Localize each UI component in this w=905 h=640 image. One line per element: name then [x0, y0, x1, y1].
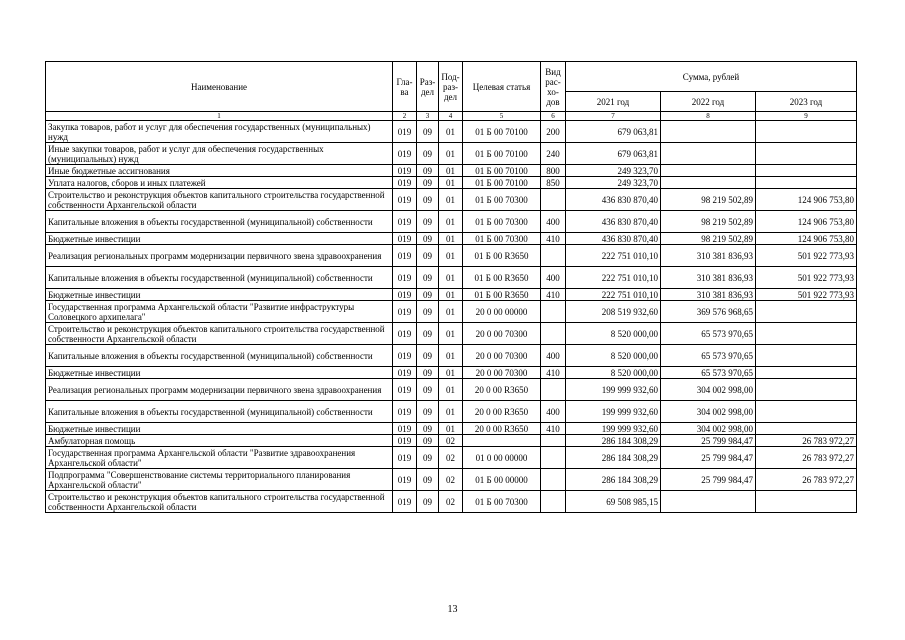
- row-razdel: 09: [417, 143, 439, 165]
- row-glava: 019: [393, 165, 417, 177]
- row-amount-2022: [661, 491, 756, 513]
- table-row: [46, 245, 857, 267]
- table-row: [46, 379, 857, 401]
- row-amount-2023: [756, 379, 857, 401]
- row-glava: 019: [393, 323, 417, 345]
- row-amount-2021: 222 751 010,10: [566, 267, 661, 289]
- table-row: [46, 469, 857, 491]
- row-razdel: 09: [417, 323, 439, 345]
- row-amount-2023: 124 906 753,80: [756, 233, 857, 245]
- row-podrazdel: 01: [439, 401, 463, 423]
- header-summa: Сумма, рублей: [566, 62, 857, 92]
- row-name: Бюджетные инвестиции: [46, 367, 393, 379]
- row-amount-2022: 304 002 998,00: [661, 423, 756, 435]
- table-row: [46, 301, 857, 323]
- row-amount-2022: 310 381 836,93: [661, 245, 756, 267]
- column-number: 8: [661, 112, 756, 121]
- row-glava: 019: [393, 401, 417, 423]
- table-row: [46, 491, 857, 513]
- row-amount-2023: 124 906 753,80: [756, 189, 857, 211]
- row-amount-2023: [756, 301, 857, 323]
- row-name: Строительство и реконструкция объектов капитального строительства государственной собственности Архангельской области: [46, 323, 393, 345]
- row-celevaya: 20 0 00 R3650: [463, 379, 541, 401]
- row-vid: 240: [541, 143, 566, 165]
- row-amount-2022: 65 573 970,65: [661, 323, 756, 345]
- table-row: [46, 401, 857, 423]
- row-vid: [541, 323, 566, 345]
- row-razdel: 09: [417, 301, 439, 323]
- row-glava: 019: [393, 469, 417, 491]
- row-amount-2021: 8 520 000,00: [566, 323, 661, 345]
- table-row: [46, 233, 857, 245]
- row-vid: 400: [541, 401, 566, 423]
- column-number: 4: [439, 112, 463, 121]
- row-podrazdel: 01: [439, 289, 463, 301]
- budget-table: [45, 61, 857, 513]
- row-glava: 019: [393, 301, 417, 323]
- table-row: [46, 323, 857, 345]
- row-amount-2021: 286 184 308,29: [566, 469, 661, 491]
- row-podrazdel: 01: [439, 323, 463, 345]
- table-row: [46, 165, 857, 177]
- row-amount-2023: [756, 345, 857, 367]
- row-celevaya: 01 0 00 00000: [463, 447, 541, 469]
- table-row: [46, 143, 857, 165]
- row-razdel: 09: [417, 267, 439, 289]
- row-amount-2022: [661, 165, 756, 177]
- row-podrazdel: 01: [439, 367, 463, 379]
- row-celevaya: 01 Б 00 70100: [463, 143, 541, 165]
- row-amount-2021: 249 323,70: [566, 177, 661, 189]
- row-amount-2023: [756, 177, 857, 189]
- row-celevaya: 01 Б 00 70100: [463, 177, 541, 189]
- row-celevaya: 20 0 00 00000: [463, 301, 541, 323]
- row-vid: 410: [541, 367, 566, 379]
- row-amount-2021: 8 520 000,00: [566, 345, 661, 367]
- row-amount-2023: [756, 143, 857, 165]
- row-amount-2023: [756, 367, 857, 379]
- row-amount-2021: 208 519 932,60: [566, 301, 661, 323]
- row-podrazdel: 01: [439, 267, 463, 289]
- row-podrazdel: 02: [439, 469, 463, 491]
- column-number: 2: [393, 112, 417, 121]
- row-podrazdel: 01: [439, 301, 463, 323]
- row-celevaya: 01 Б 00 70100: [463, 165, 541, 177]
- row-name: Подпрограмма "Совершенствование системы территориального планирования Архангельской области": [46, 469, 393, 491]
- row-amount-2021: 69 508 985,15: [566, 491, 661, 513]
- row-name: Закупка товаров, работ и услуг для обеспечения государственных (муниципальных) нужд: [46, 121, 393, 143]
- row-glava: 019: [393, 189, 417, 211]
- row-name: Строительство и реконструкция объектов капитального строительства государственной собственности Архангельской области: [46, 491, 393, 513]
- row-amount-2021: 199 999 932,60: [566, 379, 661, 401]
- row-vid: [541, 379, 566, 401]
- row-amount-2021: 199 999 932,60: [566, 423, 661, 435]
- table-row: [46, 121, 857, 143]
- row-amount-2023: 26 783 972,27: [756, 469, 857, 491]
- row-amount-2021: 249 323,70: [566, 165, 661, 177]
- row-amount-2021: 222 751 010,10: [566, 289, 661, 301]
- row-vid: [541, 189, 566, 211]
- row-glava: 019: [393, 245, 417, 267]
- table-row: [46, 177, 857, 189]
- row-vid: 410: [541, 289, 566, 301]
- row-glava: 019: [393, 379, 417, 401]
- row-amount-2023: 501 922 773,93: [756, 267, 857, 289]
- row-celevaya: 01 Б 00 R3650: [463, 245, 541, 267]
- row-podrazdel: 01: [439, 165, 463, 177]
- row-razdel: 09: [417, 379, 439, 401]
- row-name: Государственная программа Архангельской области "Развитие здравоохранения Архангельской области": [46, 447, 393, 469]
- row-razdel: 09: [417, 447, 439, 469]
- row-podrazdel: 02: [439, 447, 463, 469]
- row-name: Капитальные вложения в объекты государственной (муниципальной) собственности: [46, 267, 393, 289]
- row-name: Капитальные вложения в объекты государственной (муниципальной) собственности: [46, 211, 393, 233]
- row-vid: [541, 447, 566, 469]
- row-amount-2022: 98 219 502,89: [661, 189, 756, 211]
- row-vid: 410: [541, 423, 566, 435]
- row-amount-2023: [756, 323, 857, 345]
- row-glava: 019: [393, 211, 417, 233]
- row-name: Иные бюджетные ассигнования: [46, 165, 393, 177]
- row-glava: 019: [393, 367, 417, 379]
- row-podrazdel: 02: [439, 435, 463, 447]
- row-amount-2022: 65 573 970,65: [661, 367, 756, 379]
- row-vid: [541, 491, 566, 513]
- column-number: 7: [566, 112, 661, 121]
- table-row: [46, 189, 857, 211]
- row-podrazdel: 01: [439, 345, 463, 367]
- row-glava: 019: [393, 233, 417, 245]
- row-podrazdel: 01: [439, 423, 463, 435]
- row-name: Государственная программа Архангельской области "Развитие инфраструктуры Соловецкого архипелага": [46, 301, 393, 323]
- header-podrazdel: Под-раз-дел: [439, 62, 463, 112]
- column-number-row: [46, 112, 857, 121]
- row-vid: 400: [541, 267, 566, 289]
- row-amount-2021: 286 184 308,29: [566, 447, 661, 469]
- row-amount-2023: 26 783 972,27: [756, 447, 857, 469]
- row-podrazdel: 01: [439, 379, 463, 401]
- row-amount-2022: 25 799 984,47: [661, 469, 756, 491]
- row-name: Реализация региональных программ модернизации первичного звена здравоохранения: [46, 245, 393, 267]
- row-podrazdel: 01: [439, 121, 463, 143]
- row-amount-2021: 222 751 010,10: [566, 245, 661, 267]
- row-glava: 019: [393, 267, 417, 289]
- row-name: Бюджетные инвестиции: [46, 423, 393, 435]
- header-name: Наименование: [46, 62, 393, 112]
- row-celevaya: 01 Б 00 R3650: [463, 289, 541, 301]
- row-celevaya: 01 Б 00 70300: [463, 211, 541, 233]
- row-glava: 019: [393, 143, 417, 165]
- table-row: [46, 367, 857, 379]
- table-row: [46, 289, 857, 301]
- row-name: Реализация региональных программ модернизации первичного звена здравоохранения: [46, 379, 393, 401]
- row-razdel: 09: [417, 469, 439, 491]
- row-vid: [541, 469, 566, 491]
- row-celevaya: 01 Б 00 R3650: [463, 267, 541, 289]
- column-number: 3: [417, 112, 439, 121]
- row-name: Строительство и реконструкция объектов капитального строительства государственной собственности Архангельской области: [46, 189, 393, 211]
- row-amount-2023: 124 906 753,80: [756, 211, 857, 233]
- row-name: Иные закупки товаров, работ и услуг для обеспечения государственных (муниципальных) нужд: [46, 143, 393, 165]
- row-amount-2021: 679 063,81: [566, 143, 661, 165]
- table-row: [46, 345, 857, 367]
- row-amount-2023: 501 922 773,93: [756, 245, 857, 267]
- row-amount-2023: [756, 121, 857, 143]
- row-glava: 019: [393, 435, 417, 447]
- row-name: Амбулаторная помощь: [46, 435, 393, 447]
- row-celevaya: 20 0 00 70300: [463, 367, 541, 379]
- row-razdel: 09: [417, 401, 439, 423]
- table-row: [46, 211, 857, 233]
- row-celevaya: 20 0 00 70300: [463, 345, 541, 367]
- row-glava: 019: [393, 447, 417, 469]
- row-celevaya: 01 Б 00 70300: [463, 491, 541, 513]
- row-glava: 019: [393, 423, 417, 435]
- row-amount-2022: 304 002 998,00: [661, 401, 756, 423]
- row-glava: 019: [393, 289, 417, 301]
- column-number: 6: [541, 112, 566, 121]
- row-name: Уплата налогов, сборов и иных платежей: [46, 177, 393, 189]
- row-razdel: 09: [417, 233, 439, 245]
- table-row: [46, 447, 857, 469]
- row-amount-2022: [661, 121, 756, 143]
- row-razdel: 09: [417, 289, 439, 301]
- row-name: Бюджетные инвестиции: [46, 233, 393, 245]
- row-amount-2022: 25 799 984,47: [661, 435, 756, 447]
- header-vid: Вид рас-хо-дов: [541, 62, 566, 112]
- row-amount-2023: [756, 165, 857, 177]
- table-row: [46, 267, 857, 289]
- column-number: 9: [756, 112, 857, 121]
- row-podrazdel: 01: [439, 189, 463, 211]
- row-amount-2021: 436 830 870,40: [566, 211, 661, 233]
- row-podrazdel: 01: [439, 177, 463, 189]
- row-amount-2022: 304 002 998,00: [661, 379, 756, 401]
- row-amount-2021: 436 830 870,40: [566, 233, 661, 245]
- row-amount-2021: 679 063,81: [566, 121, 661, 143]
- row-amount-2022: 310 381 836,93: [661, 289, 756, 301]
- row-razdel: 09: [417, 491, 439, 513]
- row-amount-2021: 199 999 932,60: [566, 401, 661, 423]
- row-amount-2021: 286 184 308,29: [566, 435, 661, 447]
- row-glava: 019: [393, 345, 417, 367]
- row-amount-2023: 26 783 972,27: [756, 435, 857, 447]
- row-podrazdel: 01: [439, 211, 463, 233]
- row-amount-2022: [661, 143, 756, 165]
- row-razdel: 09: [417, 211, 439, 233]
- row-amount-2022: 25 799 984,47: [661, 447, 756, 469]
- header-celevaya: Целевая статья: [463, 62, 541, 112]
- row-razdel: 09: [417, 345, 439, 367]
- column-number: 1: [46, 112, 393, 121]
- row-razdel: 09: [417, 177, 439, 189]
- row-amount-2023: 501 922 773,93: [756, 289, 857, 301]
- header-2022: 2022 год: [661, 92, 756, 112]
- header-razdel: Раз-дел: [417, 62, 439, 112]
- row-amount-2022: 98 219 502,89: [661, 211, 756, 233]
- page-number: 13: [447, 604, 458, 615]
- row-vid: 400: [541, 345, 566, 367]
- row-podrazdel: 02: [439, 491, 463, 513]
- row-vid: 400: [541, 211, 566, 233]
- row-amount-2021: 8 520 000,00: [566, 367, 661, 379]
- row-vid: 410: [541, 233, 566, 245]
- row-vid: 850: [541, 177, 566, 189]
- row-celevaya: 20 0 00 70300: [463, 323, 541, 345]
- row-podrazdel: 01: [439, 245, 463, 267]
- column-number: 5: [463, 112, 541, 121]
- row-vid: [541, 301, 566, 323]
- row-celevaya: [463, 435, 541, 447]
- row-vid: 800: [541, 165, 566, 177]
- row-celevaya: 01 Б 00 00000: [463, 469, 541, 491]
- table-row: [46, 435, 857, 447]
- row-podrazdel: 01: [439, 233, 463, 245]
- row-razdel: 09: [417, 189, 439, 211]
- row-glava: 019: [393, 177, 417, 189]
- table-row: [46, 423, 857, 435]
- row-amount-2022: 65 573 970,65: [661, 345, 756, 367]
- row-razdel: 09: [417, 423, 439, 435]
- row-amount-2022: 369 576 968,65: [661, 301, 756, 323]
- row-name: Капитальные вложения в объекты государственной (муниципальной) собственности: [46, 401, 393, 423]
- row-razdel: 09: [417, 435, 439, 447]
- header-2023: 2023 год: [756, 92, 857, 112]
- row-celevaya: 20 0 00 R3650: [463, 401, 541, 423]
- row-vid: 200: [541, 121, 566, 143]
- header-2021: 2021 год: [566, 92, 661, 112]
- row-razdel: 09: [417, 245, 439, 267]
- row-celevaya: 20 0 00 R3650: [463, 423, 541, 435]
- row-razdel: 09: [417, 121, 439, 143]
- row-podrazdel: 01: [439, 143, 463, 165]
- row-vid: [541, 245, 566, 267]
- header-glava: Гла-ва: [393, 62, 417, 112]
- row-vid: [541, 435, 566, 447]
- row-celevaya: 01 Б 00 70100: [463, 121, 541, 143]
- row-amount-2023: [756, 401, 857, 423]
- row-amount-2023: [756, 491, 857, 513]
- row-amount-2023: [756, 423, 857, 435]
- row-celevaya: 01 Б 00 70300: [463, 189, 541, 211]
- row-amount-2022: 310 381 836,93: [661, 267, 756, 289]
- row-amount-2021: 436 830 870,40: [566, 189, 661, 211]
- row-glava: 019: [393, 121, 417, 143]
- row-glava: 019: [393, 491, 417, 513]
- row-amount-2022: [661, 177, 756, 189]
- row-name: Бюджетные инвестиции: [46, 289, 393, 301]
- row-name: Капитальные вложения в объекты государственной (муниципальной) собственности: [46, 345, 393, 367]
- row-razdel: 09: [417, 165, 439, 177]
- row-amount-2022: 98 219 502,89: [661, 233, 756, 245]
- row-celevaya: 01 Б 00 70300: [463, 233, 541, 245]
- row-razdel: 09: [417, 367, 439, 379]
